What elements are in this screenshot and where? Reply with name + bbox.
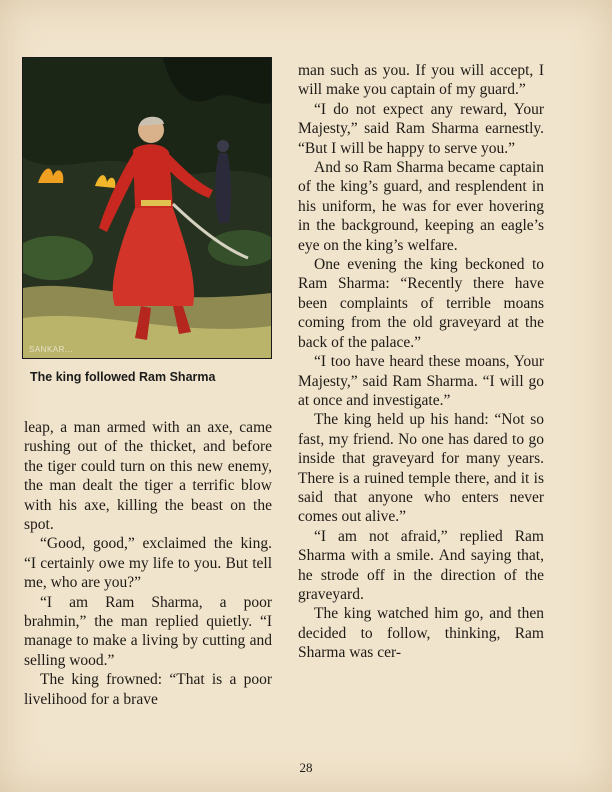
paragraph: “I am not afraid,” replied Ram Sharma with a smile. And saying that, he strode off in the direction of the graveyard. (298, 527, 544, 603)
illustration-caption: The king followed Ram Sharma (30, 370, 216, 384)
paragraph: “I am Ram Sharma, a poor brahmin,” the man replied quietly. “I manage to make a living by cutting and selling wood.” (24, 593, 272, 669)
paragraph: And so Ram Sharma became captain of the king’s guard, and resplendent in his uniform, he was for ever hovering in the background, keeping an eagle’s eye on the king’s welfare. (298, 159, 544, 254)
right-text-column (298, 61, 544, 663)
story-illustration (22, 57, 272, 359)
king-walking-illustration-icon (23, 58, 271, 358)
illustrator-signature: SANKAR... (29, 345, 74, 354)
page-number: 28 (299, 760, 313, 775)
left-text-column (24, 418, 272, 709)
paragraph: “I too have heard these moans, Your Majesty,” said Ram Sharma. “I will go at once and investigate.” (298, 353, 544, 409)
paragraph: leap, a man armed with an axe, came rushing out of the thicket, and before the tiger could turn on this new enemy, the man dealt the tiger a terrific blow with his axe, killing the beast on the spot. (24, 419, 272, 534)
paragraph: The king held up his hand: “Not so fast, my friend. No one has dared to go inside that graveyard for many years. There is a ruined temple there, and it is said that anyone who enters never comes out alive.” (298, 411, 544, 526)
paragraph: The king watched him go, and then decided to follow, thinking, Ram Sharma was cer- (298, 605, 544, 662)
paragraph: “I do not expect any reward, Your Majesty,” said Ram Sharma earnestly. “But I will be happy to serve you.” (298, 100, 544, 157)
paragraph: man such as you. If you will accept, I will make you captain of my guard.” (298, 62, 544, 99)
paragraph: One evening the king beckoned to Ram Sharma: “Recently there have been complaints of terrible moans coming from the old graveyard at the back of the palace.” (298, 256, 544, 351)
paragraph: “Good, good,” exclaimed the king. “I certainly owe my life to you. But tell me, who are you?” (24, 535, 272, 592)
paragraph: The king frowned: “That is a poor livelihood for a brave (24, 671, 272, 708)
